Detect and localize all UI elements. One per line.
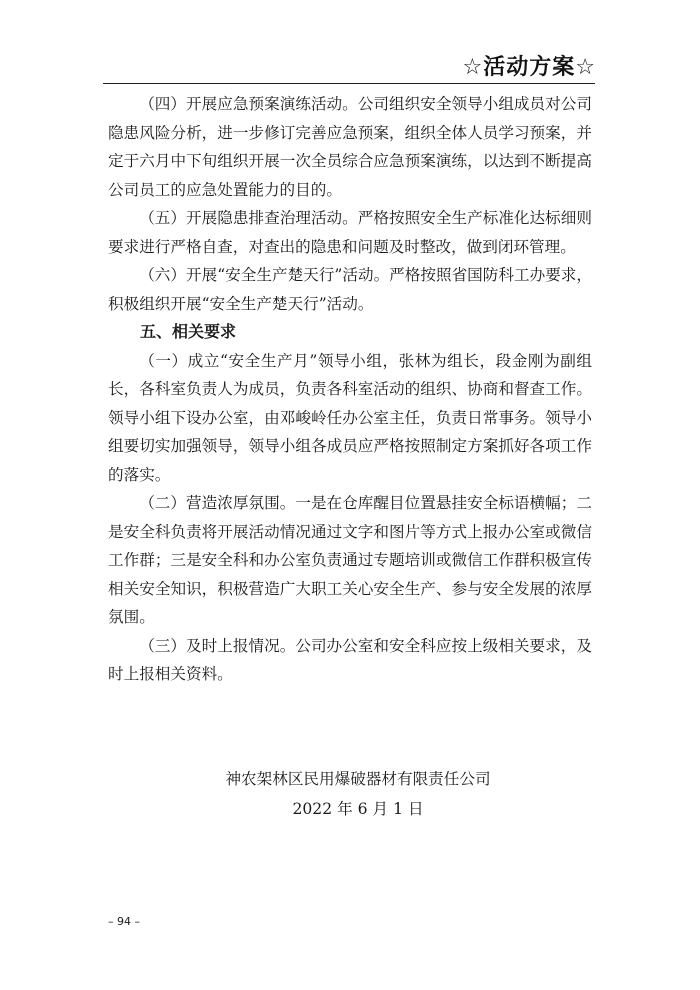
header-rule	[103, 83, 595, 84]
signature-date: 2022 年 6 月 1 日	[292, 800, 424, 818]
signature-company: 神农架林区民用爆破器材有限责任公司	[225, 770, 491, 788]
paragraph-leadership-group: （一）成立“安全生产月”领导小组，张林为组长，段金刚为副组长，各科室负责人为成员，负责各科室活动的组织、协商和督查工作。领导小组下设办公室，由邓峻岭任办公室主任，负责日常事务。领导小组要切实加强领导，领导小组各成员应严格按照制定方案抓好各项工作的落实。	[108, 351, 592, 484]
paragraph-atmosphere: （二）营造浓厚氛围。一是在仓库醒目位置悬挂安全标语横幅；二是安全科负责将开展活动情况通过文字和图片等方式上报办公室或微信工作群；三是安全科和办公室负责通过专题培训或微信工作群积极宣传相关安全知识，积极营造广大职工关心安全生产、参与安全发展的浓厚氛围。	[108, 494, 592, 626]
paragraph-hazard-check: （五）开展隐患排查治理活动。严格按照安全生产标准化达标细则要求进行严格自查，对查出的隐患和问题及时整改，做到闭环管理。	[108, 209, 592, 256]
document-body	[108, 90, 592, 689]
paragraph-drill: （四）开展应急预案演练活动。公司组织安全领导小组成员对公司隐患风险分析，进一步修订完善应急预案，组织全体人员学习预案，并定于六月中下旬组织开展一次全员综合应急预案演练，以达到不断提高公司员工的应急处置能力的目的。	[108, 95, 592, 199]
paragraph-chutian-campaign: （六）开展“安全生产楚天行”活动。严格按照省国防科工办要求，积极组织开展“安全生产楚天行”活动。	[108, 266, 592, 313]
paragraph-reporting: （三）及时上报情况。公司办公室和安全科应按上级相关要求，及时上报相关资料。	[108, 636, 592, 683]
page-number: – 94 –	[108, 915, 140, 928]
header-title: ☆活动方案☆	[462, 55, 596, 80]
section-heading: 五、相关要求	[140, 322, 237, 341]
